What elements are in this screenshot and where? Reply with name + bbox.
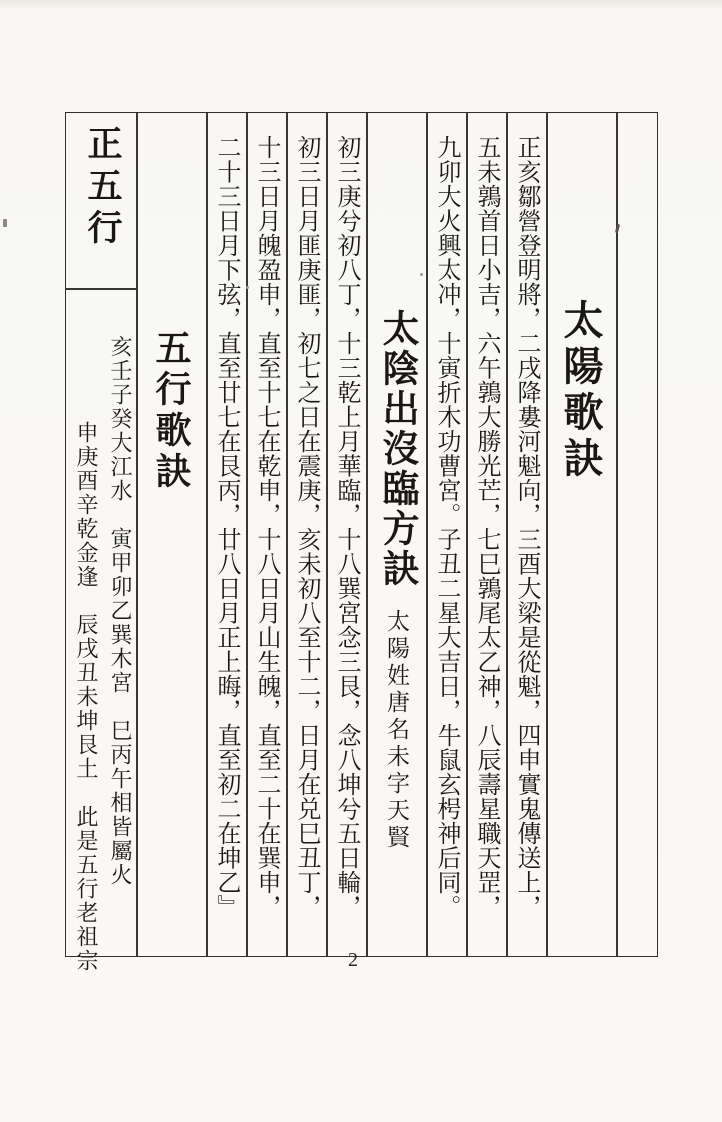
column-divider [616, 113, 618, 956]
five-elements-verse-left-column: 申庚酉辛乾金逢 辰戌丑未坤艮土 此是五行老祖宗 [74, 421, 99, 973]
section-title-moon: 太陰出沒臨方訣 [376, 309, 417, 589]
scan-artifact-dot [246, 286, 249, 289]
scan-artifact-mark [3, 219, 7, 227]
moon-verse-column-3: 十三日月魄盈申，直至十七在乾申，十八日月山生魄，直至二十在巽申， [253, 135, 279, 919]
sun-verse-column-2: 五未鶉首日小吉，六午鶉大勝光芒，七巳鶉尾太乙神，八辰壽星職天罡， [473, 135, 499, 919]
page-grid-frame [65, 112, 658, 973]
moon-verse-column-4: 二十三日月下弦，直至廿七在艮丙，廿八日月正上晦，直至初二在坤乙』 [213, 135, 239, 919]
section-title-sun: 太陽歌訣 [558, 299, 603, 483]
header-box-divider [66, 288, 136, 290]
page-number: 2 [348, 949, 358, 971]
sun-verse-column-3: 九卯大火興太冲，十寅折木功曹宮。子丑二星大吉日，牛鼠玄枵神后同。 [433, 135, 459, 919]
section-title-five-elements: 五行歌訣 [151, 329, 191, 493]
scan-artifact-dot [420, 273, 423, 276]
section-subtitle-moon: 太陽姓唐名未字天賢 [384, 609, 409, 852]
moon-verse-column-1: 初三庚兮初八丁，十三乾上月華臨，十八巽宮念三艮，念八坤兮五日輪， [333, 135, 359, 919]
corner-header-label: 正五行 [83, 125, 122, 251]
sun-verse-column-1: 正亥鄒營登明將，二戌降婁河魁向，三酉大梁是從魁，四申實鬼傳送上， [513, 135, 539, 919]
column-divider [546, 113, 548, 956]
moon-verse-column-2: 初三日月匪庚匪，初七之日在震庚，亥未初八至十二，日月在兑巳丑丁， [293, 135, 319, 919]
five-elements-verse-right-column: 亥壬子癸大江水 寅甲卯乙巽木宮 巳丙午相皆屬火 [108, 335, 133, 887]
